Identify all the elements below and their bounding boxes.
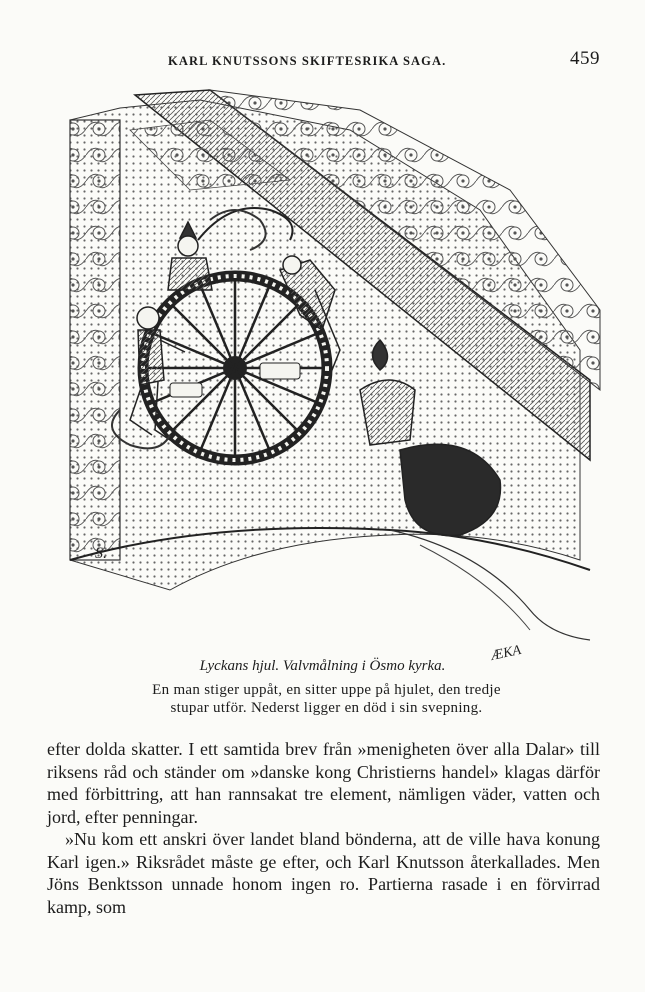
caption-title: Lyckans hjul. Valvmålning i Ösmo kyrka. xyxy=(199,658,446,674)
wheel-of-fortune-illustration xyxy=(60,90,600,664)
paragraph-2: »Nu kom ett anskri över landet bland bönderna, att de ville hava konung Karl igen.» Riksrådet måste ge efter, och Karl Knutsson återkallades. Men Jöns Benktsson unnade honom ingen ro. Partierna rasade i en förvirrad kamp, som xyxy=(47,829,600,917)
left-ornament-border xyxy=(70,120,120,560)
paragraph-1: efter dolda skatter. I ett samtida brev från »menigheten över alla Dalar» till riksens råd och ständer om »danske kong Christierns handel» klagas därför med förbittring, att han rannsakat tre element, nämligen väder, vatten och jord, efter penningar. xyxy=(47,739,600,827)
caption-line-2: stupar utför. Nederst ligger en död i sin svepning. xyxy=(170,700,483,716)
body-text xyxy=(47,738,600,918)
running-head: KARL KNUTSSONS SKIFTESRIKA SAGA. xyxy=(168,54,447,68)
signature-right: ÆKA xyxy=(489,642,523,664)
page-header xyxy=(60,48,600,72)
caption-line-1: En man stiger uppåt, en sitter uppe på hjulet, den tredje xyxy=(152,682,501,698)
signature-left: S. xyxy=(95,545,107,562)
page-number: 459 xyxy=(570,48,600,69)
